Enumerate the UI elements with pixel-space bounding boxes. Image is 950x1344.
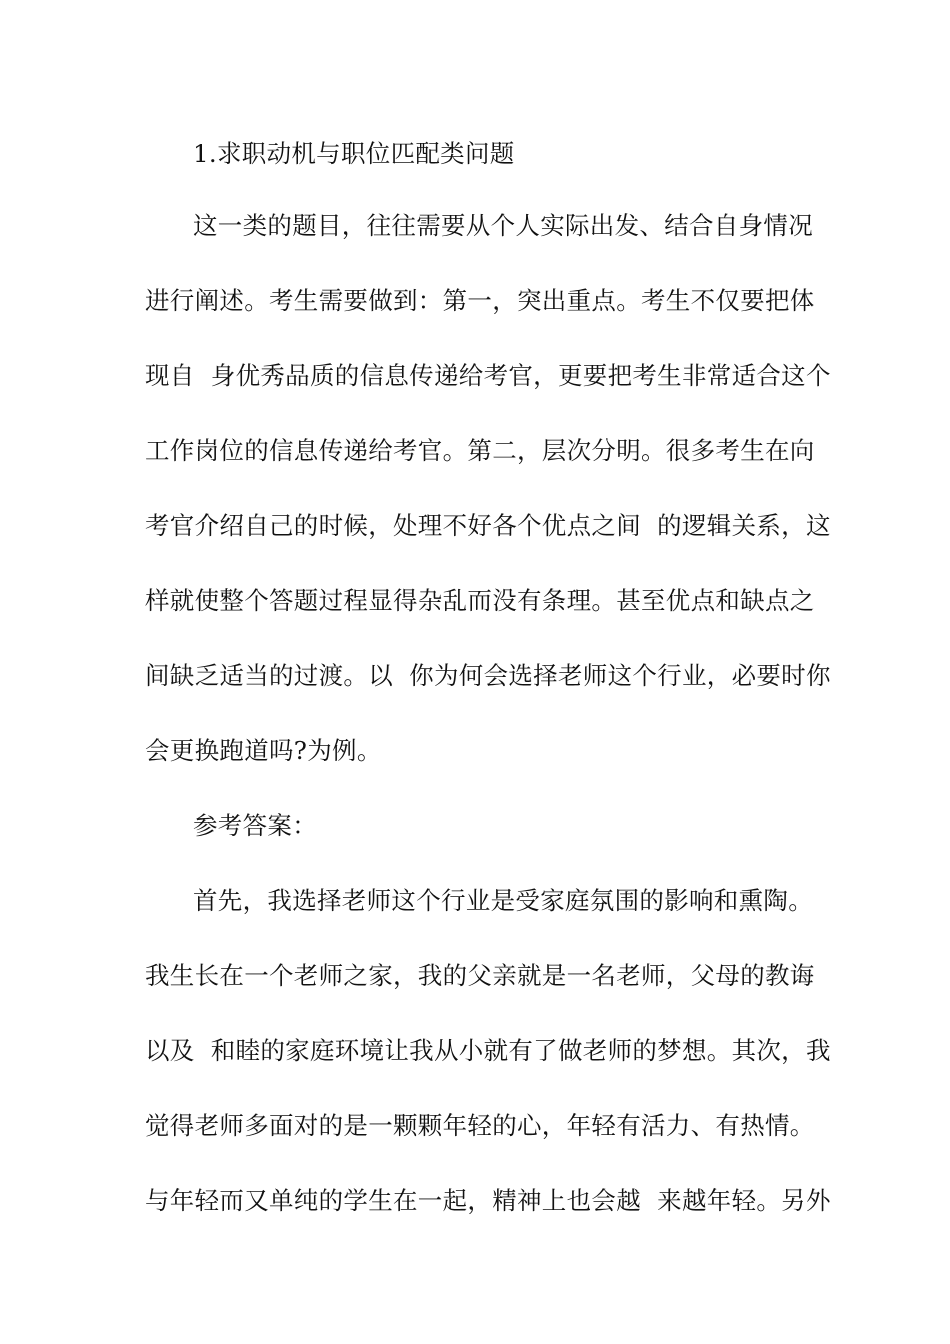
paragraph-line: 与年轻而又单纯的学生在一起，精神上也会越 来越年轻。另外	[145, 1186, 831, 1215]
paragraph-line: 以及 和睦的家庭环境让我从小就有了做老师的梦想。其次，我	[145, 1036, 831, 1065]
paragraph-line: 觉得老师多面对的是一颗颗年轻的心，年轻有活力、有热情。	[145, 1111, 815, 1140]
paragraph-line: 样就使整个答题过程显得杂乱而没有条理。甚至优点和缺点之	[145, 586, 815, 615]
paragraph-line: 会更换跑道吗?为例。	[145, 736, 382, 765]
paragraph-line: 间缺乏适当的过渡。以 你为何会选择老师这个行业，必要时你	[145, 661, 831, 690]
section-heading: 1.求职动机与职位匹配类问题	[193, 139, 515, 168]
paragraph-line: 现自 身优秀品质的信息传递给考官，更要把考生非常适合这个	[145, 361, 831, 390]
paragraph-line: 首先，我选择老师这个行业是受家庭氛围的影响和熏陶。	[193, 886, 813, 915]
answer-heading: 参考答案：	[193, 811, 317, 840]
paragraph-line: 考官介绍自己的时候，处理不好各个优点之间 的逻辑关系，这	[145, 511, 831, 540]
paragraph-line: 我生长在一个老师之家，我的父亲就是一名老师，父母的教诲	[145, 961, 815, 990]
paragraph-line: 这一类的题目，往往需要从个人实际出发、结合自身情况	[193, 211, 813, 240]
paragraph-line: 进行阐述。考生需要做到：第一，突出重点。考生不仅要把体	[145, 286, 815, 315]
paragraph-line: 工作岗位的信息传递给考官。第二，层次分明。很多考生在向	[145, 436, 815, 465]
